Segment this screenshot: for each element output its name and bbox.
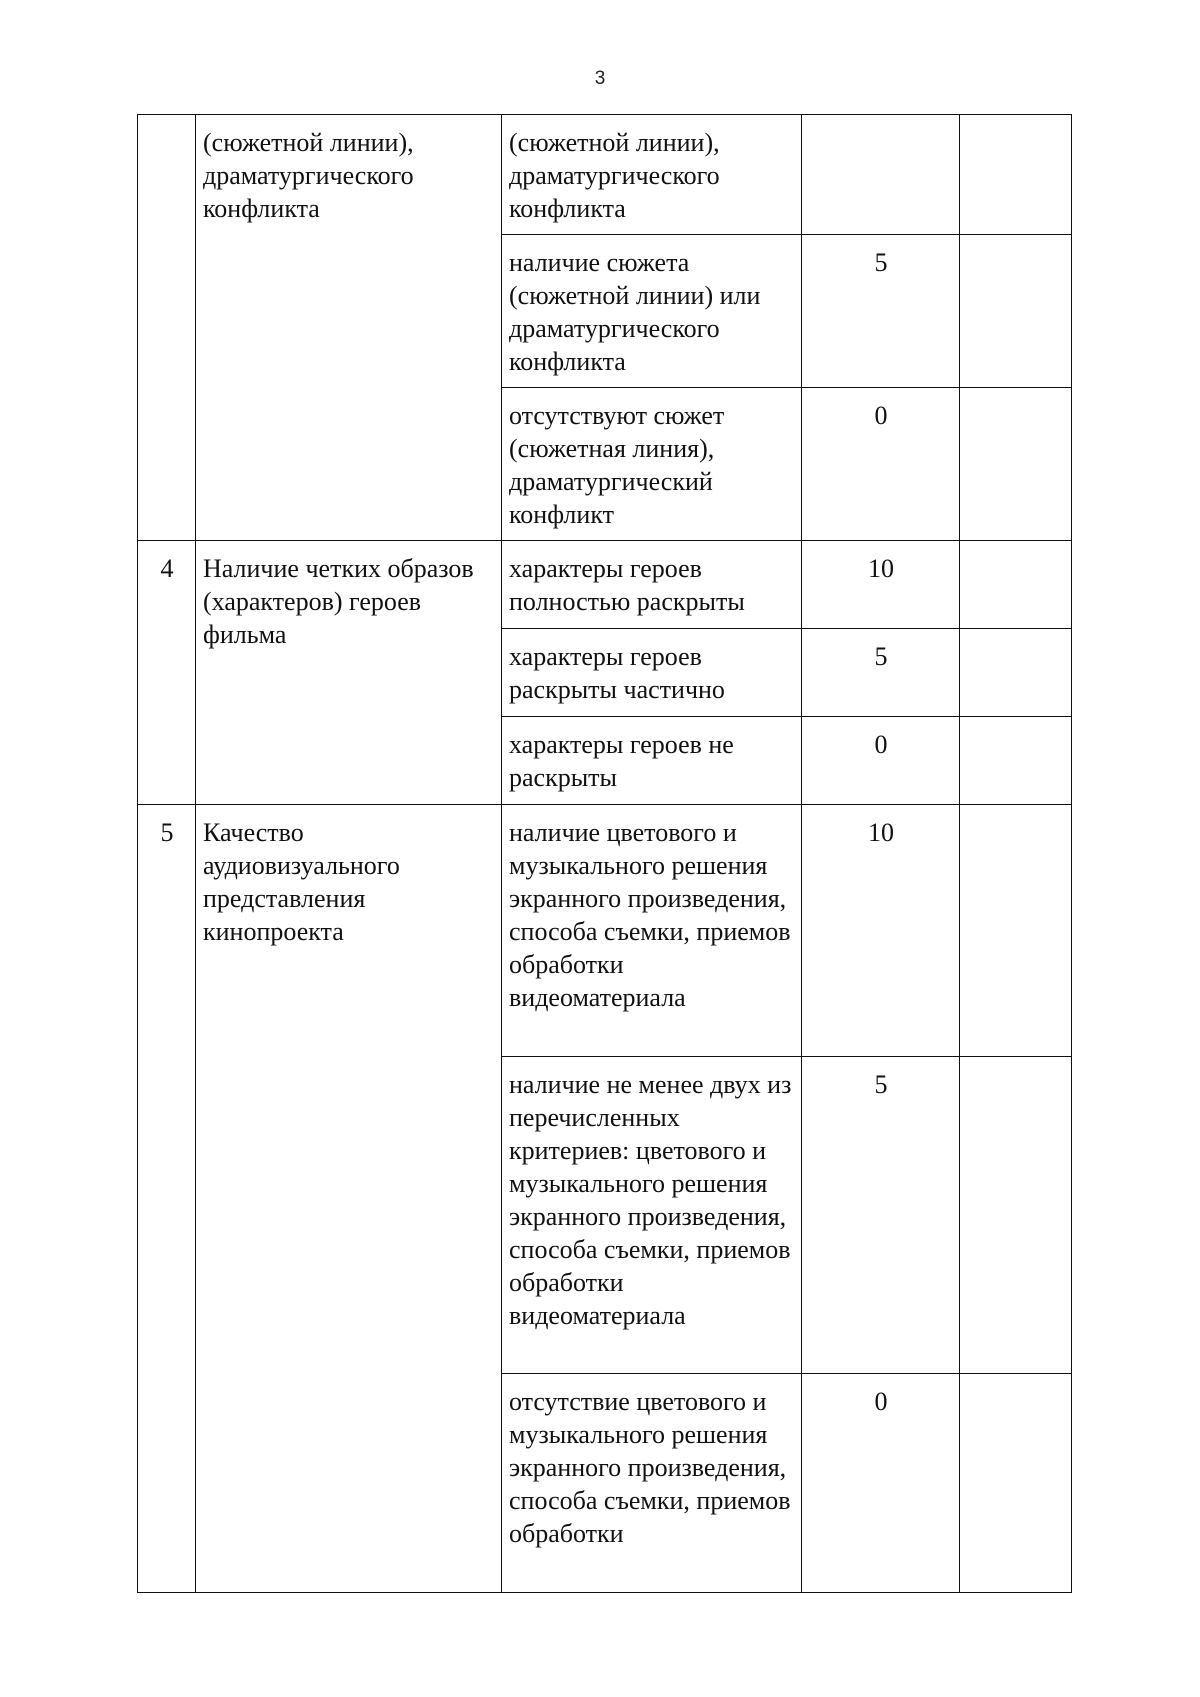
- criterion-number: 4: [138, 541, 196, 805]
- empty-cell: [960, 629, 1072, 717]
- option-score: 0: [802, 1374, 960, 1593]
- empty-cell: [960, 1374, 1072, 1593]
- empty-cell: [960, 717, 1072, 805]
- option-score: 5: [802, 1057, 960, 1374]
- criterion-name: Качество аудиовизуального представления кинопроекта: [196, 805, 502, 1593]
- option-text: отсутствие цветового и музыкального решения экранного произведения, способа съемки, приемов обработки: [502, 1374, 802, 1593]
- option-score: 0: [802, 388, 960, 541]
- option-score: 5: [802, 235, 960, 388]
- table-row: [138, 805, 1072, 1057]
- table-row: [138, 115, 1072, 235]
- option-text: наличие не менее двух из перечисленных критериев: цветового и музыкального решения экранного произведения, способа съемки, приемов обработки видеоматериала: [502, 1057, 802, 1374]
- option-score: 5: [802, 629, 960, 717]
- empty-cell: [960, 541, 1072, 629]
- empty-cell: [960, 805, 1072, 1057]
- option-text: характеры героев не раскрыты: [502, 717, 802, 805]
- empty-cell: [960, 115, 1072, 235]
- option-text: наличие цветового и музыкального решения экранного произведения, способа съемки, приемов обработки видеоматериала: [502, 805, 802, 1057]
- table-row: [138, 541, 1072, 629]
- empty-cell: [960, 1057, 1072, 1374]
- option-text: отсутствуют сюжет (сюжетная линия), драматургический конфликт: [502, 388, 802, 541]
- empty-cell: [960, 388, 1072, 541]
- option-text: наличие сюжета (сюжетной линии) или драматургического конфликта: [502, 235, 802, 388]
- option-text: характеры героев полностью раскрыты: [502, 541, 802, 629]
- option-text: характеры героев раскрыты частично: [502, 629, 802, 717]
- option-score: 0: [802, 717, 960, 805]
- criterion-number: [138, 115, 196, 541]
- option-score: 10: [802, 805, 960, 1057]
- option-text: (сюжетной линии), драматургического конфликта: [502, 115, 802, 235]
- empty-cell: [960, 235, 1072, 388]
- criterion-name: (сюжетной линии), драматургического конфликта: [196, 115, 502, 541]
- criteria-table: [137, 114, 1072, 1593]
- criterion-number: 5: [138, 805, 196, 1593]
- option-score: 10: [802, 541, 960, 629]
- option-score: [802, 115, 960, 235]
- page-number: 3: [594, 68, 606, 89]
- criterion-name: Наличие четких образов (характеров) героев фильма: [196, 541, 502, 805]
